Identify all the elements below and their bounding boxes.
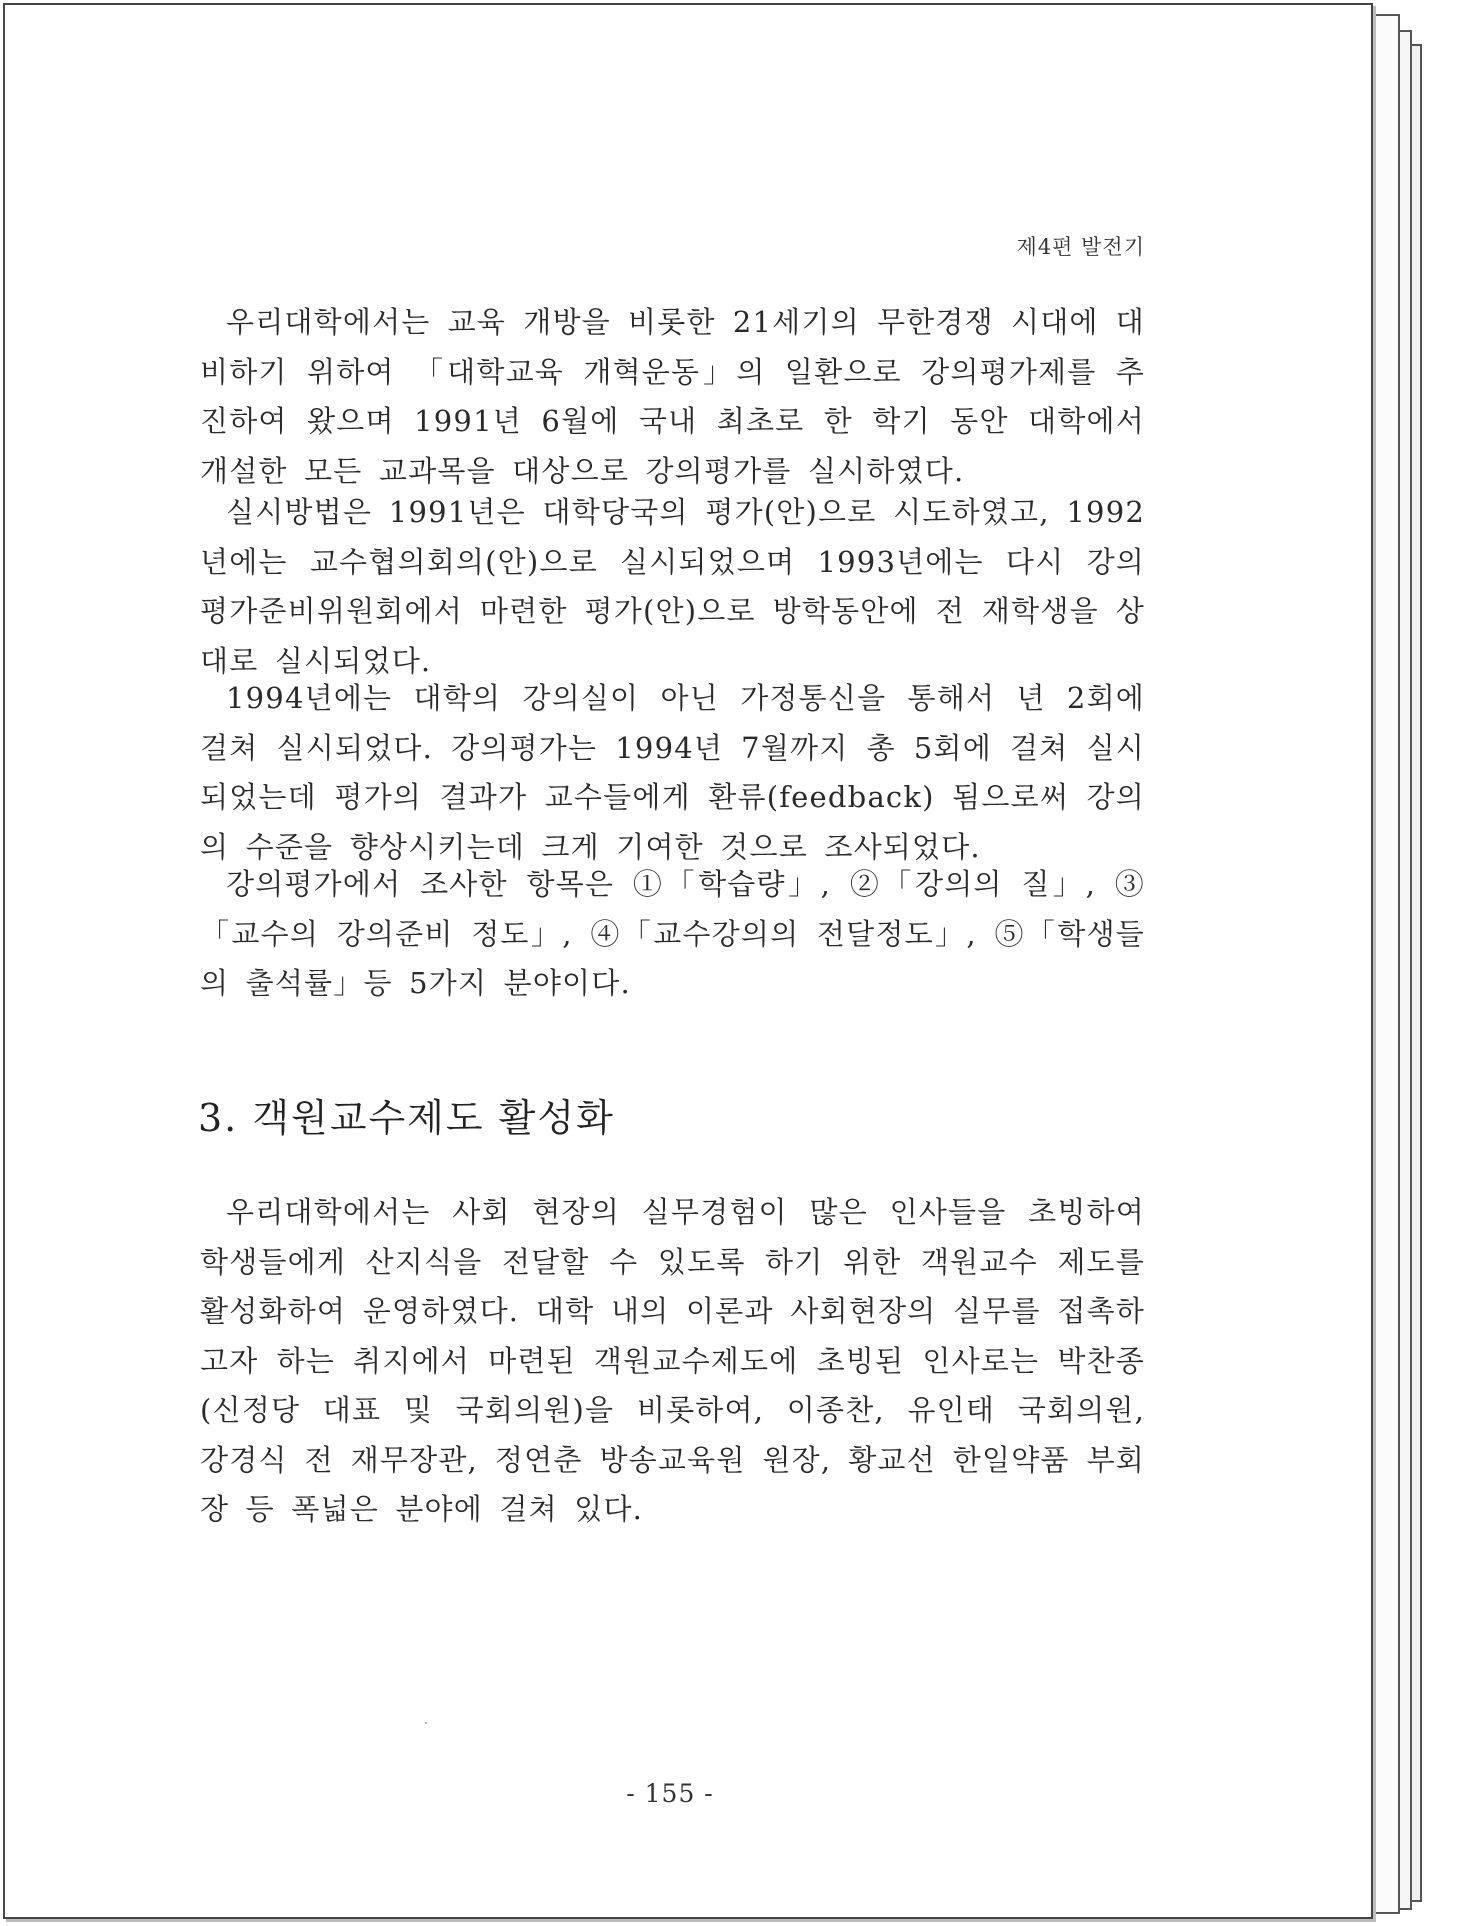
scan-speck <box>425 1722 427 1724</box>
book-page <box>3 3 1373 1919</box>
body-paragraph: 강의평가에서 조사한 항목은 ①「학습량」, ②「강의의 질」, ③「교수의 강의준비 정도」, ④「교수강의의 전달정도」, ⑤「학생들의 출석률」등 5가지 분야이다. <box>200 867 1145 1000</box>
body-paragraph: 실시방법은 1991년은 대학당국의 평가(안)으로 시도하였고, 1992년에는 교수협의회의(안)으로 실시되었으며 1993년에는 다시 강의평가준비위원회에서 마련한 평가(안)으로 방학동안에 전 재학생을 상대로 실시되었다. <box>200 495 1145 678</box>
section-paragraph: 우리대학에서는 사회 현장의 실무경험이 많은 인사들을 초빙하여 학생들에게 산지식을 전달할 수 있도록 하기 위한 객원교수 제도를 활성화하여 운영하였다. 대학 내의 이론과 사회현장의 실무를 접촉하고자 하는 취지에서 마련된 객원교수제도에 초빙된 인사로는 박찬종(신정당 대표 및 국회의원)을 비롯하여, 이종찬, 유인태 국회의원, 강경식 전 재무장관, 정연춘 방송교육원 원장, 황교선 한일약품 부회장 등 폭넓은 분야에 걸쳐 있다. <box>200 1195 1145 1526</box>
body-paragraph: 1994년에는 대학의 강의실이 아닌 가정통신을 통해서 년 2회에 걸쳐 실시되었다. 강의평가는 1994년 7월까지 총 5회에 걸쳐 실시되었는데 평가의 결과가 교수들에게 환류(feedback) 됨으로써 강의의 수준을 향상시키는데 크게 기여한 것으로 조사되었다. <box>200 681 1145 864</box>
body-paragraph: 우리대학에서는 교육 개방을 비롯한 21세기의 무한경쟁 시대에 대비하기 위하여 「대학교육 개혁운동」의 일환으로 강의평가제를 추진하여 왔으며 1991년 6월에 국내 최초로 한 학기 동안 대학에서 개설한 모든 교과목을 대상으로 강의평가를 실시하였다. <box>200 305 1145 488</box>
running-head: 제4편 발전기 <box>1016 235 1145 259</box>
section-title: 3. 객원교수제도 활성화 <box>198 1096 615 1140</box>
page-edge <box>1370 14 1400 1914</box>
page-number: - 155 - <box>626 1779 714 1808</box>
